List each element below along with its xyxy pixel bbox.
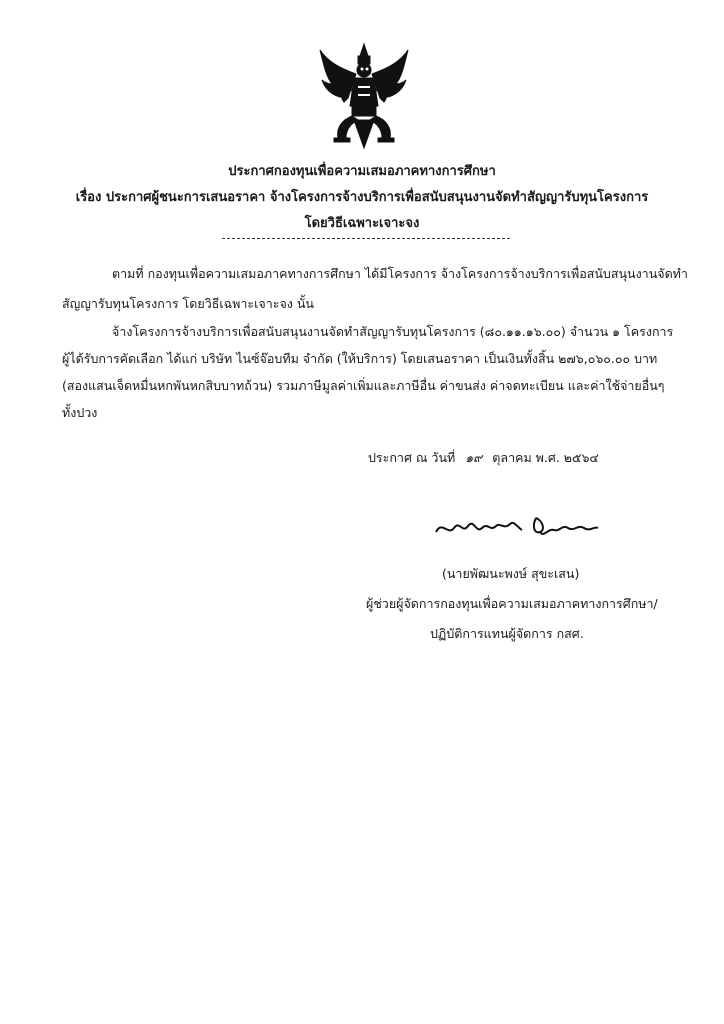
announcement-subject: เรื่อง ประกาศผู้ชนะการเสนอราคา จ้างโครงการจ้างบริการเพื่อสนับสนุนงานจัดทำสัญญารับทุนโครงการ	[75, 190, 649, 205]
handwritten-signature	[432, 510, 602, 544]
title-separator	[222, 238, 510, 239]
date-month-year: ตุลาคม พ.ศ. ๒๕๖๔	[492, 450, 599, 465]
announcement-title: ประกาศกองทุนเพื่อความเสมอภาคทางการศึกษา	[228, 164, 496, 179]
paragraph-2-line-4: ทั้งปวง	[62, 405, 98, 420]
signatory-position-1: ผู้ช่วยผู้จัดการกองทุนเพื่อความเสมอภาคทางการศึกษา/	[366, 596, 658, 611]
announcement-date	[368, 450, 599, 466]
paragraph-1-line-1: ตามที่ กองทุนเพื่อความเสมอภาคทางการศึกษา ได้มีโครงการ จ้างโครงการจ้างบริการเพื่อสนับสนุนงานจัดทำ	[112, 266, 688, 281]
procurement-method: โดยวิธีเฉพาะเจาะจง	[304, 216, 420, 231]
date-day: ๑๙	[465, 450, 483, 465]
paragraph-2-line-1: จ้างโครงการจ้างบริการเพื่อสนับสนุนงานจัดทำสัญญารับทุนโครงการ (๘๐.๑๑.๑๖.๐๐) จำนวน ๑ โครงการ	[112, 324, 674, 339]
paragraph-1-line-2: สัญญารับทุนโครงการ โดยวิธีเฉพาะเจาะจง นั้น	[62, 296, 314, 311]
signatory-position-2: ปฏิบัติการแทนผู้จัดการ กสศ.	[430, 626, 584, 641]
paragraph-2-line-3: (สองแสนเจ็ดหมื่นหกพันหกสิบบาทถ้วน) รวมภาษีมูลค่าเพิ่มและภาษีอื่น ค่าขนส่ง ค่าจดทะเบียน และค่าใช้จ่ายอื่นๆ	[62, 378, 665, 393]
date-prefix: ประกาศ ณ วันที่	[368, 450, 456, 465]
garuda-emblem-icon	[318, 40, 410, 152]
signatory-name: (นายพัฒนะพงษ์ สุขะเสน)	[442, 566, 580, 581]
paragraph-2-line-2: ผู้ได้รับการคัดเลือก ได้แก่ บริษัท ไนซ์จ๊อบทีม จำกัด (ให้บริการ) โดยเสนอราคา เป็นเงินทั้งสิ้น ๒๗๖,๐๖๐.๐๐ บาท	[62, 351, 658, 366]
